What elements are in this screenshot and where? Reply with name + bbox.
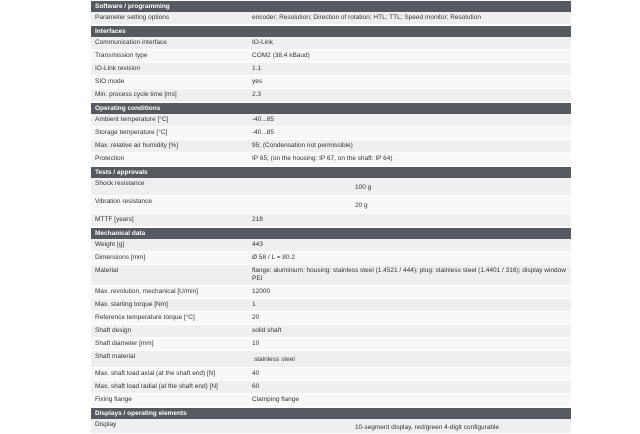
spec-label: Ambient temperature [°C] [95,116,169,123]
spec-value: Clamping flange [252,396,299,403]
spec-label: Fixing flange [95,396,132,403]
spec-table [91,0,571,434]
spec-row-dimensions [91,252,571,265]
spec-value: 40 [252,370,260,377]
spec-row-transmission-type [91,50,571,63]
spec-row-reference-temperature-torque [91,312,571,325]
spec-row-shock-resistance [91,178,571,196]
spec-row-max-shaft-load-axial [91,368,571,381]
spec-value: 20 g [355,202,368,209]
spec-value: 1 [252,301,256,308]
spec-label: SIO mode [95,78,125,85]
spec-row-material [91,265,571,286]
spec-row-max-starting-torque [91,299,571,312]
spec-value: COM2 (38,4 kBaud) [252,52,310,59]
spec-value: 218 [252,216,263,223]
spec-value: 12000 [252,288,271,295]
spec-label: Weight [g] [95,241,125,248]
spec-value: Ø 58 / L = 80.2 [252,254,295,261]
spec-label: Transmission type [95,52,148,59]
spec-row-display [91,419,571,434]
spec-row-weight [91,239,571,252]
spec-value: yes [252,78,263,85]
spec-value: flange: aluminium; housing: stainless steel (1.4521 / 444); plug: stainless steel (1.4401 / 316); display window PEI [252,267,566,282]
spec-row-max-revolution [91,286,571,299]
spec-value: 10 [252,340,260,347]
spec-label: Reference temperature torque [°C] [95,314,195,321]
spec-value: 443 [252,241,263,248]
spec-value: IP 65; (on the housing: IP 67, on the shaft: IP 64) [252,155,393,162]
spec-row-ambient-temperature [91,114,571,127]
spec-label: Display [95,421,117,428]
spec-label: Dimensions [mm] [95,254,146,261]
spec-row-sio-mode [91,76,571,89]
spec-label: Max. revolution, mechanical [U/min] [95,288,198,295]
spec-value: 100 g [355,184,372,191]
spec-value: 60 [252,383,260,390]
section-header-operating-conditions: Operating conditions [91,103,571,114]
spec-label: IO-Link revision [95,65,141,72]
section-header-tests-approvals: Tests / approvals [91,167,571,178]
spec-value: 1.1 [252,65,262,72]
spec-label: Max. starting torque [Nm] [95,301,168,308]
spec-label: Material [95,267,119,274]
spec-row-io-link-revision [91,63,571,76]
spec-row-min-process-cycle-time [91,89,571,102]
spec-row-storage-temperature [91,127,571,140]
section-header-mechanical-data: Mechanical data [91,228,571,239]
spec-row-parameter-setting-options [91,12,571,25]
spec-label: Shaft material [95,353,136,360]
spec-row-vibration-resistance [91,196,571,214]
spec-label: Storage temperature [°C] [95,129,168,136]
spec-label: Communication interface [95,39,167,46]
spec-label: Parameter setting options [95,14,170,21]
spec-value: -40...85 [252,129,275,136]
spec-label: Shaft design [95,327,132,334]
spec-row-communication-interface [91,37,571,50]
spec-label: Max. shaft load axial (at the shaft end) [N] [95,370,216,377]
spec-label: Max. shaft load radial (at the shaft end) [N] [95,383,218,390]
section-header-displays: Displays / operating elements [91,408,571,419]
spec-value: 20 [252,314,260,321]
spec-label: Shock resistance [95,180,145,187]
spec-label: MTTF [years] [95,216,134,223]
section-header-interfaces: Interfaces [91,26,571,37]
spec-row-mttf [91,214,571,227]
spec-value: -40...85 [252,116,275,123]
spec-value: 10-segment display, red/green 4-digit configurable [355,424,500,431]
spec-value: stainless steel [254,356,295,363]
spec-label: Vibration resistance [95,198,152,205]
section-header-software: Software / programming [91,1,571,12]
spec-label: Shaft diameter [mm] [95,340,154,347]
spec-value: IO-Link [252,39,273,46]
spec-row-shaft-material [91,351,571,368]
spec-row-shaft-design [91,325,571,338]
spec-row-shaft-diameter [91,338,571,351]
spec-value: solid shaft [252,327,282,334]
spec-label: Protection [95,155,125,162]
spec-value: encoder; Resolution; Direction of rotation; HTL; TTL; Speed monitor; Resolution [252,14,481,21]
spec-row-fixing-flange [91,394,571,407]
spec-value: 95; (Condensation not permissible) [252,142,353,149]
spec-value: 2.3 [252,91,262,98]
spec-row-protection [91,153,571,166]
spec-label: Max. relative air humidity [%] [95,142,179,149]
spec-row-max-relative-air-humidity [91,140,571,153]
spec-label: Min. process cycle time [ms] [95,91,177,98]
spec-row-max-shaft-load-radial [91,381,571,394]
